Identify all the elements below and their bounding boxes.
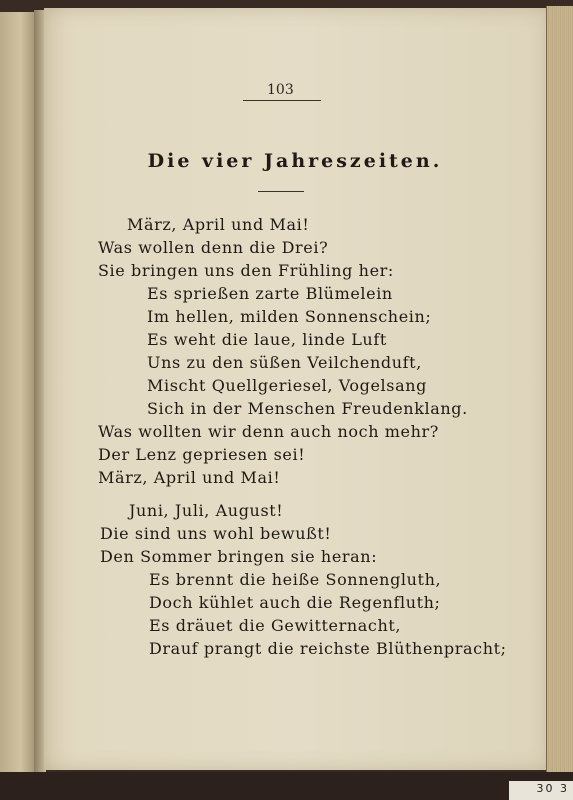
poem-line: Sie bringen uns den Frühling her: <box>98 261 394 280</box>
poem-line: März, April und Mai! <box>98 468 281 487</box>
table-surface <box>0 772 573 800</box>
poem-line: Es weht die laue, linde Luft <box>147 330 387 349</box>
poem-line: Es dräuet die Gewitternacht, <box>149 616 402 635</box>
poem-line: März, April und Mai! <box>127 215 310 234</box>
poem-line: Doch kühlet auch die Regenfluth; <box>149 593 441 612</box>
poem-line: Im hellen, milden Sonnenschein; <box>147 307 432 326</box>
poem-line: Der Lenz gepriesen sei! <box>98 445 306 464</box>
poem-line: Mischt Quellgeriesel, Vogelsang <box>147 376 427 395</box>
poem-title: Die vier Jahreszeiten. <box>147 150 443 172</box>
poem-line: Es brennt die heiße Sonnengluth, <box>149 570 442 589</box>
measuring-ruler <box>509 781 573 800</box>
left-page-edge <box>0 12 35 772</box>
poem-line: Drauf prangt die reichste Blüthenpracht; <box>149 639 507 658</box>
poem-line: Die sind uns wohl bewußt! <box>100 524 332 543</box>
header-divider <box>243 100 321 101</box>
ruler-marks: 30 3 <box>536 782 569 795</box>
poem-line: Juni, Juli, August! <box>129 501 284 520</box>
poem-line: Den Sommer bringen sie heran: <box>100 547 378 566</box>
poem-line: Uns zu den süßen Veilchenduft, <box>147 353 422 372</box>
poem-line: Was wollten wir denn auch noch mehr? <box>98 422 439 441</box>
poem-line: Sich in der Menschen Freudenklang. <box>147 399 468 418</box>
title-divider <box>258 191 304 192</box>
page-number: 103 <box>267 82 294 98</box>
poem-line: Es sprießen zarte Blümelein <box>147 284 393 303</box>
page-stack-edge <box>546 6 573 772</box>
poem-line: Was wollen denn die Drei? <box>98 238 329 257</box>
